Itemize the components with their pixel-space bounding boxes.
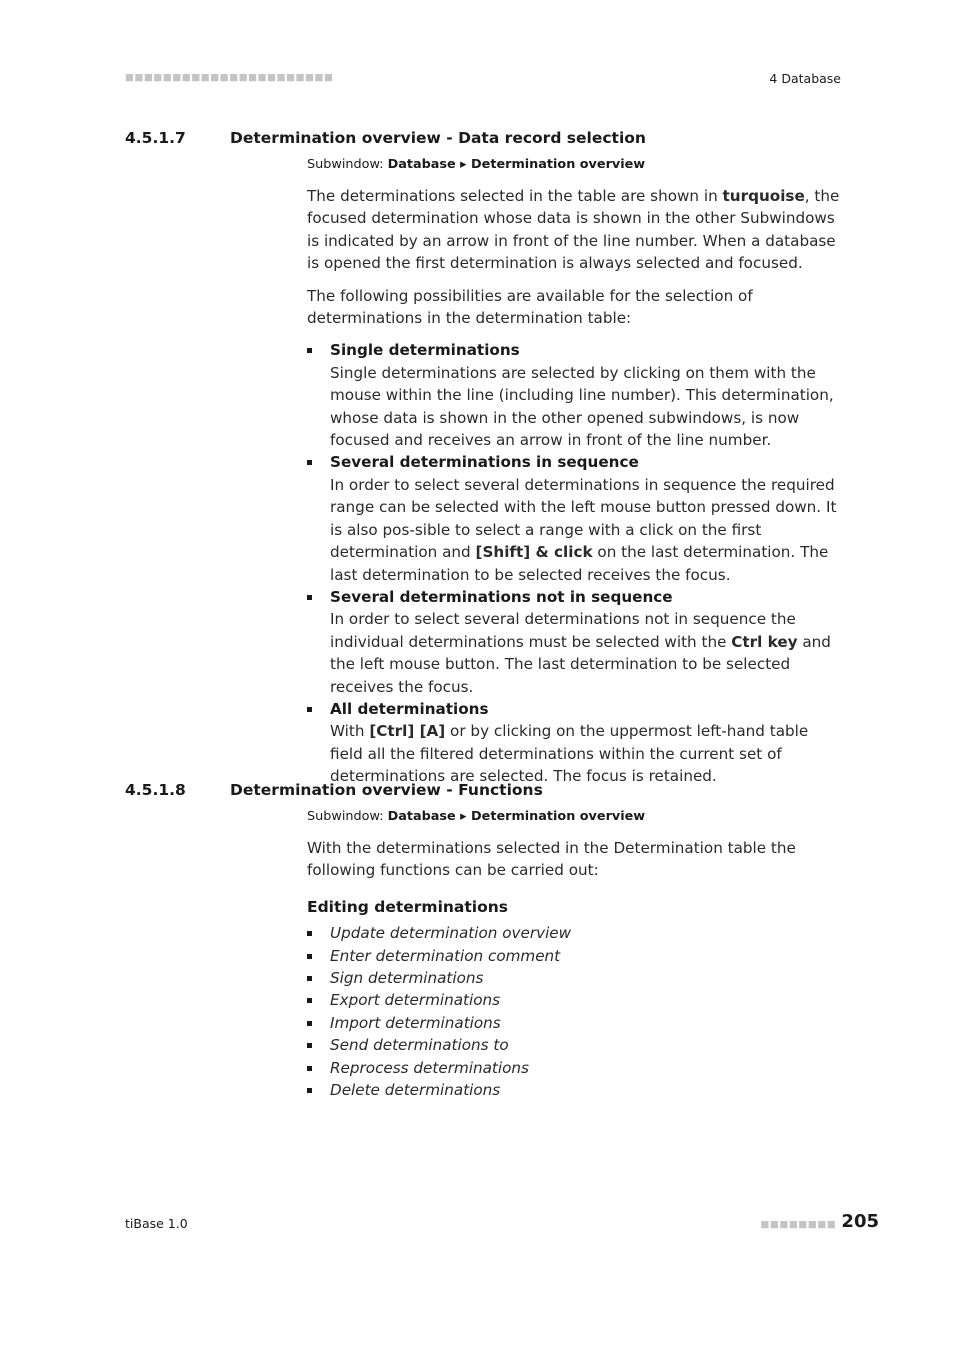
item-title: Several determinations in sequence [330,453,639,472]
subheading-editing-determinations: Editing determinations [307,897,509,916]
item-title: All determinations [330,699,489,718]
selection-options-list [307,339,844,787]
section-title: Determination overview - Data record selection [230,129,646,147]
function-item: Reprocess determinations [307,1057,844,1079]
section-number: 4.5.1.7 [125,129,186,147]
function-item: Export determinations [307,989,844,1011]
function-item: Send determinations to [307,1034,844,1056]
list-item [307,586,844,698]
running-header-chapter: 4 Database [769,71,841,86]
text-run: In order to select several determinations in sequence the required range can be selected with the left mouse button pressed down. It is also pos-sible to select a range with a click on the first determination and [330,475,837,562]
selection-intro-paragraph: The following possibilities are available for the selection of determinations in the determination table: [307,286,753,328]
subwindow-path [307,809,645,824]
list-item [307,339,844,451]
footer-product-name: tiBase 1.0 [125,1216,188,1231]
subwindow-location: Database ▸ Determination overview [387,157,646,172]
emphasis-turquoise: turquoise [722,187,805,205]
item-text [330,608,844,698]
item-text: Single determinations are selected by clicking on them with the mouse within the line (including line number). This determination, whose data is shown in the other opened subwindows, is now focused and receives an arrow in front of the line number. [330,363,834,450]
text-run: In order to select several determinations not in sequence the individual determinations must be selected with the [330,610,796,651]
page-number: 205 [841,1211,879,1232]
list-item [307,451,844,585]
function-item: Enter determination comment [307,945,844,967]
functions-intro-paragraph: With the determinations selected in the Determination table the following functions can be carried out: [307,839,796,880]
function-item: Update determination overview [307,922,844,944]
function-item: Delete determinations [307,1079,844,1101]
footer-page [761,1211,879,1232]
functions-list [307,922,844,1101]
text-run: or by clicking on the uppermost left-hand table field all the filtered determinations within the current set of determinations are selected. The focus is retained. [330,722,809,786]
subwindow-path [307,157,645,172]
subwindow-label: Subwindow: [307,157,388,172]
section-7-body [307,185,844,788]
text-run: and the left mouse button. The last determination to be selected receives the focus. [330,632,831,696]
item-text [330,720,844,787]
header-decoration: ■■■■■■■■■■■■■■■■■■■■■■ [125,72,334,83]
item-title: Several determinations not in sequence [330,587,673,606]
subwindow-location: Database ▸ Determination overview [387,809,646,824]
subwindow-label: Subwindow: [307,809,388,824]
text-run: The determinations selected in the table are shown in [307,187,723,205]
section-number: 4.5.1.8 [125,781,186,799]
text-run: With [330,722,370,741]
key-combination: [Ctrl] [A] [369,722,446,741]
function-item: Sign determinations [307,967,844,989]
intro-paragraph [307,185,844,275]
item-text [330,474,844,586]
text-run: , the focused determination whose data is shown in the other Subwindows is indicated by an arrow in front of the line number. When a database is opened the first determination is always selected and focused. [307,187,840,273]
function-item: Import determinations [307,1012,844,1034]
text-run: on the last determination. The last determination to be selected receives the focus. [330,543,829,584]
section-8-body [307,837,844,1101]
footer-decoration: ■■■■■■■■ [760,1219,837,1230]
list-item [307,698,844,788]
key-combination: [Shift] & click [475,543,593,562]
key-name: Ctrl key [731,632,798,651]
section-title: Determination overview - Functions [230,781,543,799]
item-title: Single determinations [330,341,520,360]
